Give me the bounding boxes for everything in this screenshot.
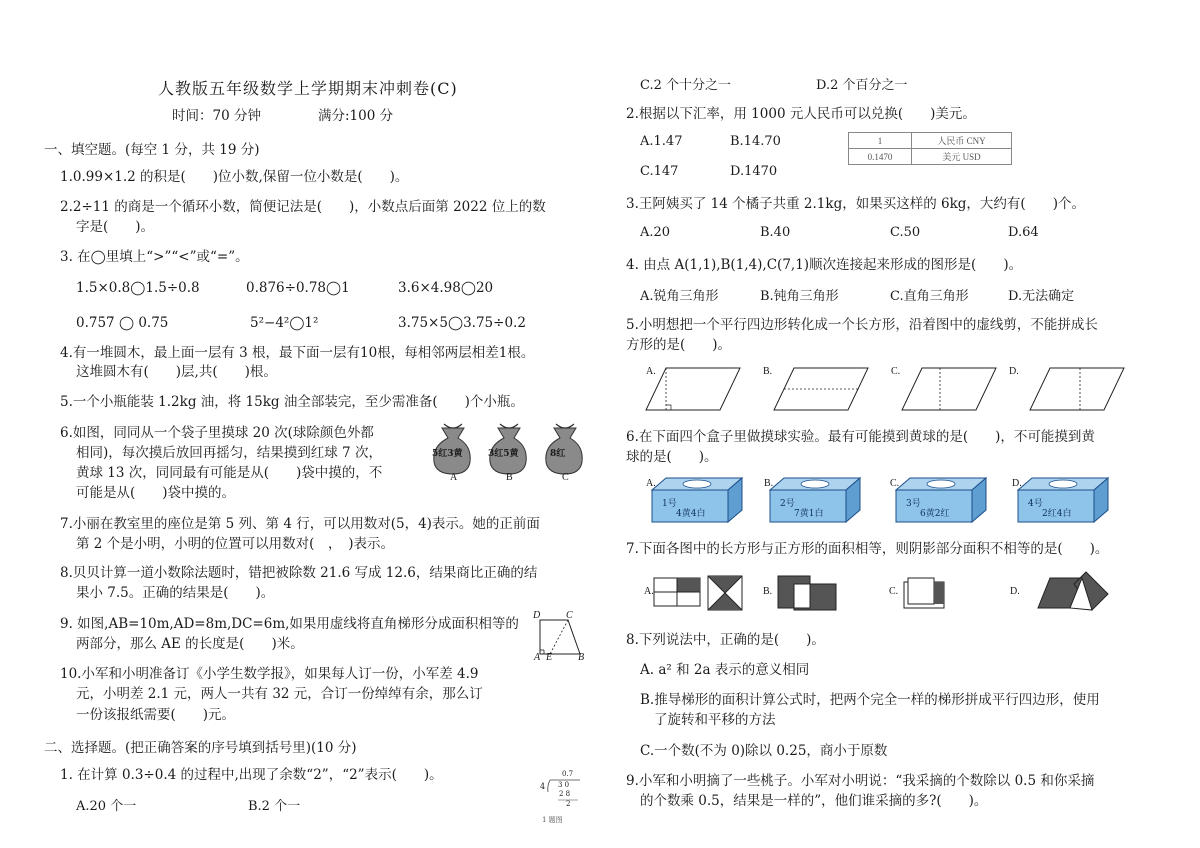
s2-q5-line2: 方形的是( )。: [626, 337, 732, 353]
s2-q4: 4. 由点 A(1,1),B(1,4),C(7,1)顺次连接起来形成的图形是( )。: [626, 257, 1023, 273]
s2-q6-line2: 球的是( )。: [626, 449, 718, 465]
q5-label: A.: [646, 366, 656, 377]
s2-q8: 8.下列说法中，正确的是( )。: [626, 632, 825, 648]
s2-q1-option: A.20 个一: [76, 799, 137, 814]
div-caption: 1 题图: [542, 816, 563, 824]
q6-box-label: B.: [764, 478, 774, 489]
s2-q8-b-line1: B.推导梯形的面积计算公式时，把两个完全一样的梯形拼成平行四边形，使用: [640, 692, 1100, 708]
exam-score: 满分:100 分: [318, 108, 394, 124]
q3-item: 0.876÷0.78◯1: [246, 280, 350, 296]
s1-q8-line1: 8.贝贝计算一道小数除法题时，错把被除数 21.6 写成 12.6，结果商比正确的结: [60, 565, 538, 581]
q7-label: A.: [644, 586, 654, 597]
s1-q10-line: 一份该报纸需要( )元。: [76, 707, 236, 723]
page-title: 人教版五年级数学上学期期末冲刺卷(C): [158, 79, 458, 98]
box-num: 2号: [780, 499, 795, 509]
box-num: 4号: [1028, 499, 1043, 509]
s1-q8-line2: 果小 7.5。正确的结果是( )。: [76, 585, 275, 601]
s1-q5: 5.一个小瓶能装 1.2kg 油，将 15kg 油全部装完，至少需准备( )个小瓶。: [60, 394, 524, 410]
box-text: 2红4白: [1042, 509, 1072, 519]
s1-q7-line1: 7.小丽在教室里的座位是第 5 列、第 4 行，可以用数对(5，4)表示。她的正前面: [60, 516, 540, 532]
s1-q6-line: 黄球 13 次，同同最有可能是从( )袋中摸的，不: [76, 465, 383, 481]
q5-label: D.: [1009, 366, 1019, 377]
s2-q8-c: C.一个数(不为 0)除以 0.25，商小于原数: [640, 743, 888, 759]
exchange-rate-table: [848, 132, 1012, 165]
bag-b-text: 3红5黄: [488, 449, 519, 459]
s2-q4-option: A.锐角三角形: [640, 289, 719, 304]
div-dividend: 3 0: [558, 781, 570, 789]
exam-time: 时间：70 分钟: [172, 108, 261, 124]
s1-q9-line2: 两部分，那么 AE 的长度是( )米。: [76, 636, 304, 652]
s2-q3-option: B.40: [760, 225, 791, 240]
s2-q2-option: A.1.47: [640, 134, 683, 149]
trap-label-d: D: [533, 610, 541, 621]
parallelograms-figure: [640, 362, 1090, 414]
div-quotient: 0.7: [562, 770, 574, 778]
s2-q9-line1: 9.小军和小明摘了一些桃子。小军对小明说：“我采摘的个数除以 0.5 和你采摘: [626, 773, 1095, 789]
s1-q10-line: 10.小军和小明准备订《小学生数学报》，如果每人订一份，小军差 4.9: [60, 666, 479, 682]
div-subtract: 2 8: [559, 790, 571, 798]
q3-item: 0.7̇5̇7̇ ◯ 0.7̇5̇: [76, 315, 169, 331]
q5-label: B.: [763, 366, 773, 377]
s2-q2-option: B.14.70: [730, 134, 781, 149]
s2-q7: 7.下面各图中的长方形与正方形的面积相等，则阴影部分面积不相等的是( )。: [626, 541, 1109, 557]
q6-box-label: A.: [646, 478, 656, 489]
q3-item: 3.75×5◯3.75÷0.2: [398, 315, 526, 331]
parallelogram-d: [1030, 368, 1124, 410]
rate-cell: 人民币 CNY: [912, 133, 1012, 149]
s2-q5-line1: 5.小明想把一个平行四边形转化成一个长方形，沿着图中的虚线剪，不能拼成长: [626, 317, 1098, 333]
trap-label-b: B: [578, 652, 585, 663]
q6-box-label: C.: [890, 478, 900, 489]
s2-q2: 2.根据以下汇率，用 1000 元人民币可以兑换( )美元。: [626, 106, 976, 122]
box-text: 7黄1白: [794, 509, 824, 519]
s1-q10-line: 元，小明差 2.1 元，两人一共有 32 元，合订一份绰绰有余，那么订: [76, 686, 483, 702]
s1-q9-line1: 9. 如图,AB=10m,AD=8m,DC=6m,如果用虚线将直角梯形分成面积相等的: [60, 616, 519, 632]
s1-q4-line2: 这堆圆木有( )层,共( )根。: [76, 364, 277, 380]
s2-q3-option: C.50: [890, 225, 921, 240]
box-text: 6黄2红: [920, 509, 950, 519]
rate-row: [849, 133, 1012, 149]
bag-b-label: B: [506, 472, 513, 483]
section1-heading: 一、填空题。(每空 1 分，共 19 分): [44, 142, 260, 158]
s2-q1: 1. 在计算 0.3÷0.4 的过程中,出现了余数“2”，“2”表示( )。: [60, 767, 443, 783]
trap-label-c: C: [566, 610, 573, 621]
q5-label: C.: [891, 366, 901, 377]
s2-q8-b-line2: 了旋转和平移的方法: [654, 712, 776, 728]
s2-q3: 3.王阿姨买了 14 个橘子共重 2.1kg，如果买这样的 6kg，大约有( )个。: [626, 196, 1085, 212]
s2-q1-option: C.2 个十分之一: [640, 78, 732, 93]
s1-q4-line1: 4.有一堆圆木，最上面一层有 3 根，最下面一层有10根，每相邻两层相差1根。: [60, 345, 535, 361]
area-fig-d: [1038, 572, 1108, 610]
trap-label-a: A: [534, 652, 541, 663]
s2-q4-option: D.无法确定: [1008, 289, 1075, 304]
area-fig-a: [654, 576, 742, 610]
rate-cell: 0.1470: [849, 149, 912, 165]
s1-q6-line: 可能是从( )袋中摸的。: [76, 485, 236, 501]
parallelogram-a: [646, 368, 740, 410]
bag-c-text: 8红: [550, 449, 566, 459]
s1-q2-line2: 字是( )。: [76, 219, 155, 235]
q3-item: 1.5×0.8◯1.5÷0.8: [76, 280, 200, 296]
s2-q6-line1: 6.在下面四个盒子里做摸球实验。最有可能摸到黄球的是( )，不可能摸到黄: [626, 429, 1095, 445]
s2-q1-option: B.2 个一: [248, 799, 301, 814]
parallelogram-c: [902, 368, 996, 410]
area-fig-b: [778, 576, 836, 610]
s2-q8-a: A. a² 和 2a 表示的意义相同: [640, 662, 810, 678]
bag-a-label: A: [450, 472, 458, 483]
q7-label: D.: [1010, 586, 1020, 597]
s2-q4-option: C.直角三角形: [890, 289, 969, 304]
box-num: 1号: [662, 499, 677, 509]
s2-q3-option: D.64: [1008, 225, 1039, 240]
trap-label-e: E: [546, 652, 553, 663]
s2-q2-option: D.1470: [730, 164, 778, 179]
box-text: 4黄4白: [676, 509, 706, 519]
div-remainder: 2: [566, 800, 571, 808]
rate-row: [849, 149, 1012, 165]
q7-label: B.: [763, 586, 773, 597]
q6-box-label: D.: [1012, 478, 1022, 489]
s2-q9-line2: 的个数乘 0.5，结果是一样的”，他们谁采摘的多?( )。: [640, 793, 988, 809]
area-figures: [640, 572, 1100, 614]
s2-q3-option: A.20: [640, 225, 671, 240]
box-num: 3号: [906, 499, 921, 509]
s1-q3: 3. 在◯里填上“>”“<”或“=”。: [60, 249, 249, 265]
s2-q1-option: D.2 个百分之一: [816, 78, 908, 93]
s2-q2-option: C.147: [640, 164, 679, 179]
rate-cell: 美元 USD: [912, 149, 1012, 165]
bag-c-label: C: [562, 472, 569, 483]
s1-q1: 1.0.99×1.2 的积是( )位小数,保留一位小数是( )。: [60, 169, 409, 185]
s1-q2-line1: 2.2÷11 的商是一个循环小数，简便记法是( )，小数点后面第 2022 位上的数: [60, 199, 546, 215]
bag-a-text: 5红3黄: [432, 449, 463, 459]
s1-q6-line: 相同)，每次摸后放回再摇匀，结果摸到红球 7 次，: [76, 445, 382, 461]
div-divisor: 4: [540, 782, 546, 791]
section2-heading: 二、选择题。(把正确答案的序号填到括号里)(10 分): [44, 740, 357, 756]
q3-item: 3.6×4.98◯20: [398, 280, 494, 296]
parallelogram-b: [774, 368, 868, 410]
rate-cell: 1: [849, 133, 912, 149]
area-fig-c: [904, 578, 944, 608]
boxes-figure: [650, 476, 1090, 526]
s1-q6-line: 6.如图，同同从一个袋子里摸球 20 次(球除颜色外都: [60, 425, 374, 441]
q7-label: C.: [889, 586, 899, 597]
s1-q7-line2: 第 2 个是小明，小明的位置可以用数对( ， )表示。: [76, 536, 394, 552]
q3-item: 5²−4²◯1²: [250, 315, 319, 331]
s2-q4-option: B.钝角三角形: [760, 289, 839, 304]
